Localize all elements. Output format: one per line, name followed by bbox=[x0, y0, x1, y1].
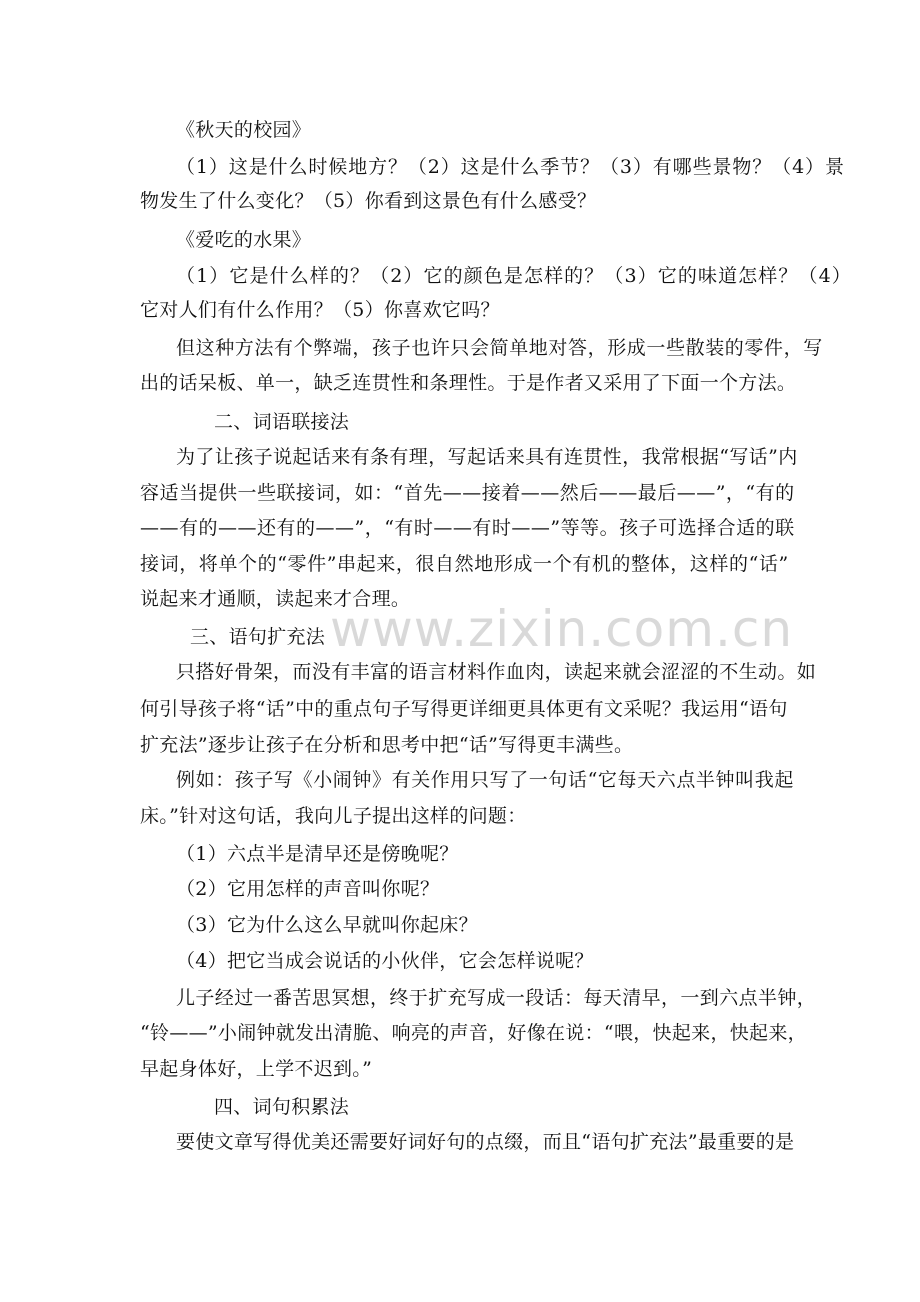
paragraph-line: 为了让孩子说起话来有条有理，写起话来具有连贯性，我常根据“写话”内 bbox=[176, 446, 798, 468]
paragraph-line: 儿子经过一番苦思冥想，终于扩充写成一段话：每天清早，一到六点半钟， bbox=[176, 987, 817, 1009]
section-heading-3: 三、语句扩充法 bbox=[190, 626, 326, 648]
paragraph-line: 例如：孩子写《小闹钟》有关作用只写了一句话“它每天六点半钟叫我起 bbox=[176, 769, 794, 791]
paragraph-line: 扩充法”逐步让孩子在分析和思考中把“话”写得更丰满些。 bbox=[140, 734, 634, 756]
paragraph-line: （1）这是什么时候地方？（2）这是什么季节？（3）有哪些景物？（4）景 bbox=[176, 156, 845, 178]
paragraph-line: 床。”针对这句话，我向儿子提出这样的问题： bbox=[140, 805, 527, 827]
paragraph-line: 它对人们有什么作用？（5）你喜欢它吗？ bbox=[140, 299, 500, 321]
paragraph-line: “铃——”小闹钟就发出清脆、响亮的声音，好像在说：“喂，快起来，快起来， bbox=[140, 1022, 807, 1044]
paragraph-line: 物发生了什么变化？（5）你看到这景色有什么感受？ bbox=[140, 190, 597, 212]
section-heading-4: 四、词句积累法 bbox=[214, 1096, 350, 1118]
paragraph-line: （1）它是什么样的？（2）它的颜色是怎样的？（3）它的味道怎样？（4） bbox=[176, 265, 852, 287]
paragraph-line: 但这种方法有个弊端，孩子也许只会简单地对答，形成一些散装的零件，写 bbox=[176, 337, 823, 359]
paragraph-line: ——有的——还有的——”，“有时——有时——”等等。孩子可选择合适的联 bbox=[140, 517, 795, 539]
paragraph-line: 何引导孩子将“话”中的重点句子写得更详细更具体更有文采呢？我运用“语句 bbox=[140, 698, 788, 720]
paragraph-line: 只搭好骨架，而没有丰富的语言材料作血肉，读起来就会涩涩的不生动。如 bbox=[176, 661, 817, 683]
question-line: （3）它为什么这么早就叫你起床？ bbox=[176, 914, 478, 936]
question-line: （1）六点半是清早还是傍晚呢？ bbox=[176, 843, 459, 865]
question-line: （4）把它当成会说话的小伙伴，它会怎样说呢？ bbox=[176, 950, 594, 972]
paragraph-line: 容适当提供一些联接词，如：“首先——接着——然后——最后——”，“有的 bbox=[140, 482, 795, 504]
paragraph-line: 接词，将单个的“零件”串起来，很自然地形成一个有机的整体，这样的“话” bbox=[140, 553, 789, 575]
section-title-favorite-fruit: 《爱吃的水果》 bbox=[176, 229, 312, 251]
paragraph-line: 说起来才通顺，读起来才合理。 bbox=[140, 588, 411, 610]
question-line: （2）它用怎样的声音叫你呢？ bbox=[176, 878, 440, 900]
section-title-autumn-campus: 《秋天的校园》 bbox=[176, 119, 312, 141]
paragraph-line: 出的话呆板、单一，缺乏连贯性和条理性。于是作者又采用了下面一个方法。 bbox=[140, 372, 797, 394]
watermark: www.zixin.com.cn bbox=[330, 600, 794, 658]
paragraph-line: 要使文章写得优美还需要好词好句的点缀，而且“语句扩充法”最重要的是 bbox=[176, 1131, 795, 1153]
paragraph-line: 早起身体好，上学不迟到。” bbox=[140, 1058, 373, 1080]
section-heading-2: 二、词语联接法 bbox=[214, 411, 350, 433]
